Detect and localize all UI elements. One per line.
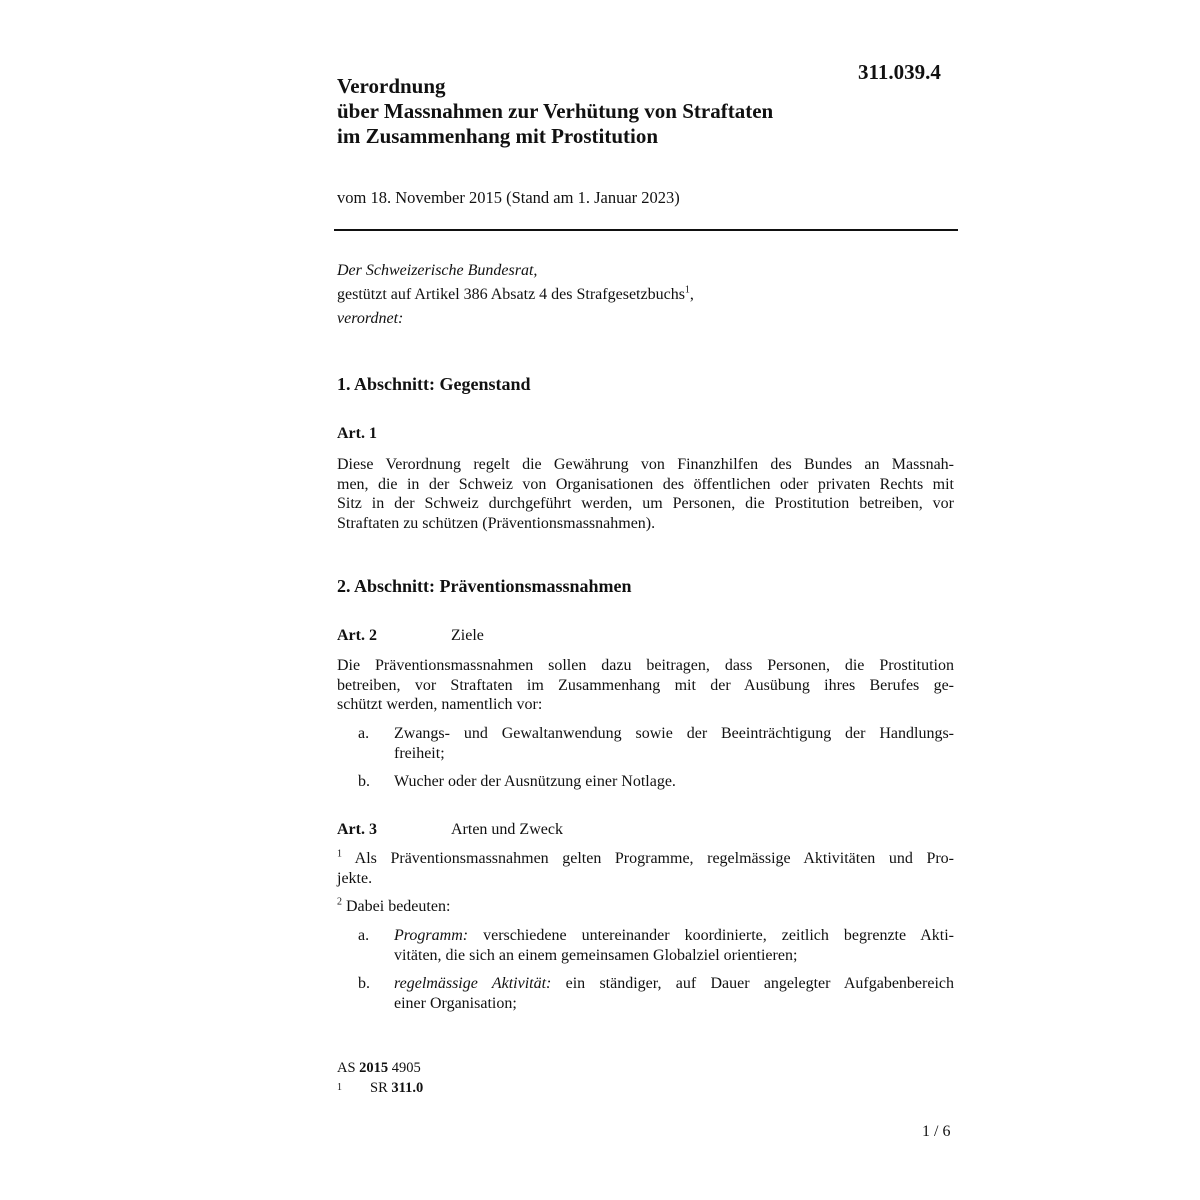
footnote-prefix: SR: [370, 1080, 392, 1096]
text-line: Straftaten zu schützen (Präventionsmassnahmen).: [337, 514, 656, 532]
text-fragment: Dabei bedeuten:: [342, 898, 451, 915]
list-item: [337, 974, 954, 1014]
text-line: men, die in der Schweiz von Organisationen des öffentlichen oder privaten Rechts mit: [337, 475, 954, 493]
article-2-heading: [337, 627, 484, 645]
text-line: [394, 926, 954, 946]
text-line: [337, 849, 954, 869]
text-line: vitäten, die sich an einem gemeinsamen Globalziel orientieren;: [394, 946, 798, 964]
definition-term: Programm:: [394, 927, 469, 944]
text-line: einer Organisation;: [394, 994, 517, 1012]
text-line: schützt werden, namentlich vor:: [337, 696, 543, 713]
date-line: vom 18. November 2015 (Stand am 1. Januar 2023): [337, 188, 680, 207]
list-marker: a.: [358, 927, 370, 944]
article-title: Ziele: [451, 627, 484, 644]
article-3-paragraph-1: [337, 849, 954, 888]
preamble: [337, 259, 957, 331]
preamble-basis-text: gestützt auf Artikel 386 Absatz 4 des Strafgesetzbuchs: [337, 286, 685, 303]
section-heading-1: 1. Abschnitt: Gegenstand: [337, 374, 531, 394]
definition-term: regelmässige Aktivität:: [394, 975, 552, 992]
footnote-sr-number: 311.0: [391, 1080, 424, 1096]
text-line: Die Präventionsmassnahmen sollen dazu beitragen, dass Personen, die Prostitution: [337, 657, 954, 674]
text-line: Sitz in der Schweiz durchgeführt werden, um Personen, die Prostitution betreiben, vor: [337, 495, 954, 512]
as-reference: [337, 1058, 423, 1078]
text-line: Zwangs- und Gewaltanwendung sowie der Beeinträchtigung der Handlungs-: [394, 725, 954, 742]
paragraph-number: 1: [337, 848, 342, 860]
article-3-heading: [337, 821, 563, 839]
article-title: Arten und Zweck: [451, 821, 563, 838]
text-line: [337, 897, 954, 917]
paragraph-number: 2: [337, 896, 342, 908]
title-line: über Massnahmen zur Verhütung von Straftaten: [337, 99, 774, 123]
list-marker: b.: [358, 773, 370, 790]
list-marker: b.: [358, 975, 370, 992]
preamble-basis-end: ,: [689, 286, 694, 303]
article-number: Art. 3: [337, 821, 377, 838]
footnote-1: [337, 1078, 423, 1098]
footnote-number: 1: [337, 1082, 342, 1093]
preamble-basis: [337, 283, 957, 307]
footnote-ref[interactable]: 1: [684, 284, 690, 296]
text-line: [394, 974, 954, 994]
as-page: 4905: [388, 1060, 421, 1076]
as-year: 2015: [359, 1060, 389, 1076]
article-number: Art. 2: [337, 627, 377, 644]
as-prefix: AS: [337, 1060, 360, 1076]
list-item: [337, 724, 954, 764]
title-line: Verordnung: [337, 74, 446, 98]
footnotes: [337, 1058, 423, 1098]
article-3-paragraph-2: [337, 897, 954, 917]
text-line: jekte.: [337, 869, 373, 887]
sr-number: 311.039.4: [858, 60, 941, 84]
header-divider: [334, 229, 958, 231]
document-title: [337, 74, 897, 149]
article-number: Art. 1: [337, 425, 377, 442]
list-item: [337, 772, 954, 792]
article-1-text: [337, 455, 954, 533]
preamble-verb: verordnet:: [337, 310, 404, 327]
list-item: [337, 926, 954, 966]
section-heading-2: 2. Abschnitt: Präventionsmassnahmen: [337, 576, 632, 596]
text-fragment: ein ständiger, auf Dauer angelegter Aufgabenbereich: [551, 975, 954, 992]
text-line: betreiben, vor Straftaten im Zusammenhang mit der Ausübung ihres Berufes ge-: [337, 676, 954, 694]
text-line: freiheit;: [394, 744, 445, 762]
text-line: Diese Verordnung regelt die Gewährung von Finanzhilfen des Bundes an Massnah-: [337, 456, 954, 473]
preamble-authority: Der Schweizerische Bundesrat,: [337, 262, 538, 279]
article-1-heading: [337, 425, 451, 443]
text-fragment: verschiedene untereinander koordinierte, zeitlich begrenzte Akti-: [468, 927, 954, 944]
text-line: Wucher oder der Ausnützung einer Notlage.: [394, 773, 676, 790]
page-number: 1 / 6: [922, 1123, 951, 1140]
title-line: im Zusammenhang mit Prostitution: [337, 124, 659, 148]
list-marker: a.: [358, 725, 370, 742]
article-2-text: [337, 656, 954, 715]
text-fragment: Als Präventionsmassnahmen gelten Programme, regelmässige Aktivitäten und Pro-: [342, 850, 954, 867]
